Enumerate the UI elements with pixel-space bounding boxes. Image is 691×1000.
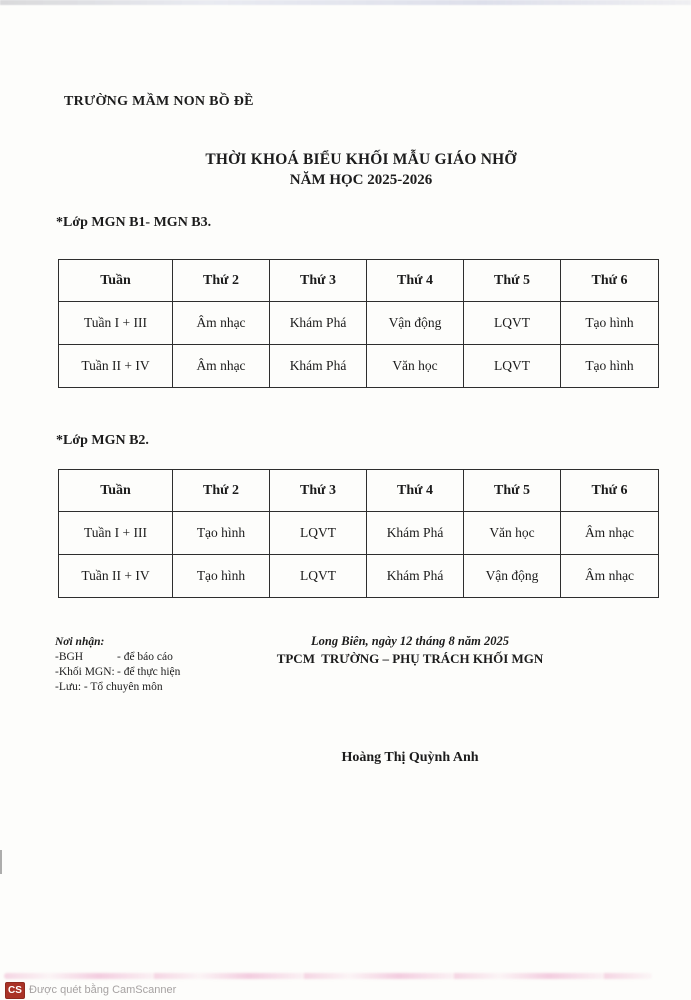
recipient-row: [55, 650, 180, 665]
scan-edge-artifact: [0, 0, 691, 5]
table-header-cell: Thứ 5: [464, 470, 561, 512]
timetable-b1-b3: [58, 259, 659, 388]
table-cell: Tuần II + IV: [59, 555, 173, 598]
table-cell: LQVT: [464, 302, 561, 345]
table-header-cell: Thứ 2: [173, 260, 270, 302]
table-row: [59, 512, 659, 555]
table-cell: Tạo hình: [561, 302, 659, 345]
recipient-purpose: - để báo cáo: [117, 651, 173, 663]
table-header-row: [59, 260, 659, 302]
recipient-name: -Lưu: - Tổ chuyên môn: [55, 681, 163, 693]
table-header-cell: Thứ 6: [561, 470, 659, 512]
table-cell: Âm nhạc: [561, 555, 659, 598]
table-row: [59, 302, 659, 345]
recipients-list: [55, 650, 180, 695]
table-cell: LQVT: [464, 345, 561, 388]
table-cell: Tạo hình: [173, 512, 270, 555]
table-cell: Khám Phá: [367, 512, 464, 555]
table-cell: Tuần I + III: [59, 512, 173, 555]
recipients-title: Nơi nhận:: [55, 636, 105, 648]
table-header-cell: Thứ 6: [561, 260, 659, 302]
title-line-2: NĂM HỌC 2025-2026: [289, 172, 433, 188]
title-line-1: THỜI KHOÁ BIỂU KHỐI MẪU GIÁO NHỠ: [205, 151, 517, 168]
table-header-cell: Thứ 3: [270, 470, 367, 512]
table-header-cell: Thứ 4: [367, 260, 464, 302]
recipient-name: -BGH: [55, 651, 84, 663]
recipient-row: [55, 665, 180, 680]
place-date: Long Biên, ngày 12 tháng 8 năm 2025: [311, 634, 509, 648]
timetable-b2: [58, 469, 659, 598]
document-title: [100, 151, 622, 189]
scan-smudge-artifact: [4, 973, 652, 979]
table-cell: Khám Phá: [270, 302, 367, 345]
signature-block: [276, 634, 544, 667]
table-cell: Văn học: [367, 345, 464, 388]
signer-name: Hoàng Thị Quỳnh Anh: [341, 750, 479, 765]
class-label-b1-b3: *Lớp MGN B1- MGN B3.: [56, 215, 212, 230]
table-cell: Tuần I + III: [59, 302, 173, 345]
table-header-cell: Tuần: [59, 260, 173, 302]
table-cell: Âm nhạc: [561, 512, 659, 555]
table-cell: Âm nhạc: [173, 345, 270, 388]
table-cell: LQVT: [270, 512, 367, 555]
recipient-row: [55, 680, 180, 695]
recipient-name: -Khối MGN:: [55, 666, 115, 678]
table-cell: Tuần II + IV: [59, 345, 173, 388]
table-cell: Tạo hình: [561, 345, 659, 388]
scan-edge-mark: [0, 850, 2, 874]
table-cell: Khám Phá: [270, 345, 367, 388]
school-name: TRƯỜNG MẦM NON BỒ ĐỀ: [64, 94, 254, 109]
table-header-cell: Thứ 2: [173, 470, 270, 512]
table-cell: Tạo hình: [173, 555, 270, 598]
signer-title: TPCM TRƯỜNG – PHỤ TRÁCH KHỐI MGN: [276, 651, 544, 666]
table-cell: Âm nhạc: [173, 302, 270, 345]
table-header-cell: Thứ 4: [367, 470, 464, 512]
table-cell: LQVT: [270, 555, 367, 598]
table-header-cell: Tuần: [59, 470, 173, 512]
table-row: [59, 345, 659, 388]
table-cell: Vận động: [367, 302, 464, 345]
table-cell: Khám Phá: [367, 555, 464, 598]
camscanner-watermark-text: Được quét bằng CamScanner: [29, 984, 177, 996]
table-cell: Văn học: [464, 512, 561, 555]
recipient-purpose: - để thực hiện: [117, 666, 181, 678]
table-header-cell: Thứ 3: [270, 260, 367, 302]
recipients-block: [55, 635, 180, 695]
table-header-row: [59, 470, 659, 512]
table-header-cell: Thứ 5: [464, 260, 561, 302]
table-row: [59, 555, 659, 598]
class-label-b2: *Lớp MGN B2.: [56, 433, 149, 448]
camscanner-logo-icon: CS: [5, 982, 25, 999]
table-cell: Vận động: [464, 555, 561, 598]
